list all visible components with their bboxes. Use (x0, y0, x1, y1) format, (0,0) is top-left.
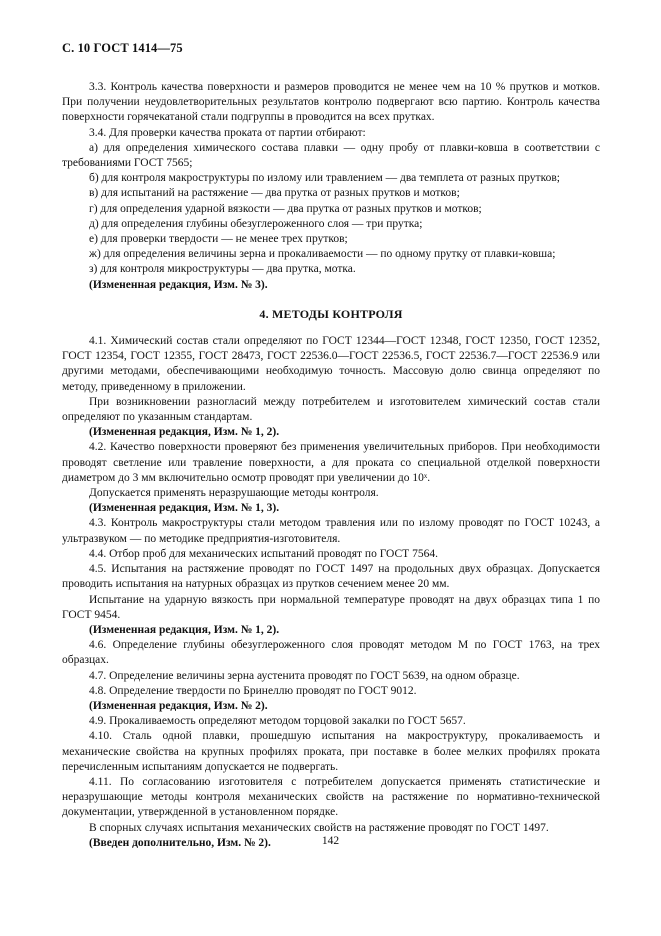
paragraph-4-5-b: Испытание на ударную вязкость при нормальной температуре проводят на двух образцах типа 1 по ГОСТ 9454. (62, 593, 600, 621)
amendment-note: (Измененная редакция, Изм. № 1, 2). (89, 623, 280, 636)
list-item: г) для определения ударной вязкости — два прутка от разных прутков и мотков; (89, 202, 482, 215)
paragraph-3-3: 3.3. Контроль качества поверхности и размеров проводится не менее чем на 10 % прутков и мотков. При получении неудовлетворительных результатов контролю подвергают всю партию. Контроль качества поверхности горячекатаной стали подгруппы в проводится на всех прутках. (62, 81, 600, 124)
page-header: С. 10 ГОСТ 1414—75 (62, 41, 183, 55)
amendment-note: (Измененная редакция, Изм. № 1, 2). (89, 426, 280, 439)
section-title: 4. МЕТОДЫ КОНТРОЛЯ (259, 306, 403, 321)
paragraph-4-9: 4.9. Прокаливаемость определяют методом торцовой закалки по ГОСТ 5657. (89, 715, 466, 728)
paragraph-4-11-b: В спорных случаях испытания механических свойств на растяжение проводят по ГОСТ 1497. (89, 821, 549, 834)
paragraph-4-6: 4.6. Определение глубины обезуглероженного слоя проводят методом М по ГОСТ 1763, на трех образцах. (62, 639, 600, 667)
list-item: д) для определения глубины обезуглероженного слоя — три прутка; (89, 217, 423, 230)
paragraph-4-7: 4.7. Определение величины зерна аустенита проводят по ГОСТ 5639, на одном образце. (89, 669, 520, 682)
paragraph-4-5: 4.5. Испытания на растяжение проводят по ГОСТ 1497 на продольных двух образцах. Допускается проводить испытания на натурных образцах из прутков сечением менее 20 мм. (62, 563, 600, 591)
list-item: б) для контроля макроструктуры по излому или травлением — два темплета от разных прутков; (89, 172, 560, 185)
list-item: ж) для определения величины зерна и прокаливаемости — по одному прутку от плавки-ковша; (89, 248, 556, 261)
paragraph-4-10: 4.10. Сталь одной плавки, прошедшую испытания на макроструктуру, прокаливаемость и механические свойства на крупных профилях проката, при поставке в более мелких профилях проката перечисленным испытаниям допускается не подвергать. (62, 730, 600, 773)
amendment-note: (Измененная редакция, Изм. № 3). (89, 278, 268, 291)
paragraph-4-11: 4.11. По согласованию изготовителя с потребителем допускается применять статистические и неразрушающие методы контроля механических свойств на растяжение по нормативно-технической документации, утвержденной в установленном порядке. (62, 775, 600, 819)
paragraph-4-2: 4.2. Качество поверхности проверяют без применения увеличительных приборов. При необходимости проводят светление или травление поверхности, а для проката со специальной отделкой поверхности диаметром до 3 мм включительно осмотр проводят при увеличении до 10ˣ. (62, 441, 600, 484)
list-item: з) для контроля микроструктуры — два прутка, мотка. (89, 263, 356, 276)
paragraph-4-3: 4.3. Контроль макроструктуры стали методом травления или по излому проводят по ГОСТ 10243, а ультразвуком — по методике предприятия-изготовителя. (62, 517, 600, 545)
paragraph-3-4: 3.4. Для проверки качества проката от партии отбирают: (89, 126, 366, 139)
paragraph-4-1: 4.1. Химический состав стали определяют по ГОСТ 12344—ГОСТ 12348, ГОСТ 12350, ГОСТ 12352, ГОСТ 12354, ГОСТ 12355, ГОСТ 28473, ГОСТ 22536.0—ГОСТ 22536.5, ГОСТ 22536.7—ГОСТ 22536.9 или другими методами, обеспечивающими необходимую точность. Массовую долю свинца определяют по методу, приведенному в приложении. (62, 335, 600, 393)
document-body (62, 80, 600, 851)
list-item: в) для испытаний на растяжение — два прутка от разных прутков и мотков; (89, 187, 460, 200)
paragraph-4-4: 4.4. Отбор проб для механических испытаний проводят по ГОСТ 7564. (89, 547, 438, 560)
amendment-note: (Введен дополнительно, Изм. № 2). (89, 836, 271, 849)
paragraph-4-8: 4.8. Определение твердости по Бринеллю проводят по ГОСТ 9012. (89, 684, 417, 697)
paragraph-4-2-b: Допускается применять неразрушающие методы контроля. (89, 487, 379, 500)
amendment-note: (Измененная редакция, Изм. № 1, 3). (89, 502, 280, 515)
list-item: а) для определения химического состава плавки — одну пробу от плавки-ковша в соответствии с требованиями ГОСТ 7565; (62, 141, 600, 170)
amendment-note: (Измененная редакция, Изм. № 2). (89, 699, 268, 712)
list-item: е) для проверки твердости — не менее трех прутков; (89, 233, 348, 246)
paragraph-4-1-b: При возникновении разногласий между потребителем и изготовителем химический состав стали определяют по указанным стандартам. (62, 395, 600, 424)
page-number: 142 (321, 835, 340, 847)
